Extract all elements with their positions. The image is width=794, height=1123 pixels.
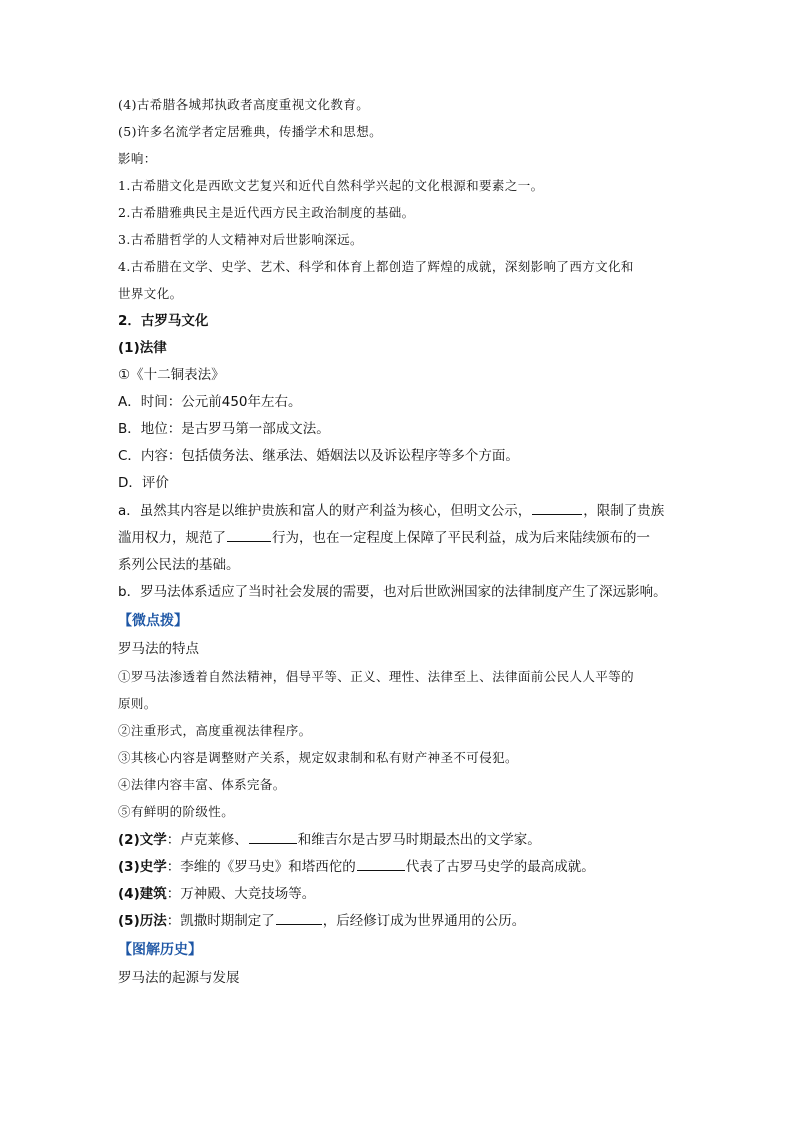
- fill-blank-5[interactable]: [276, 912, 322, 925]
- literature-text-1: ：卢克莱修、: [166, 832, 248, 848]
- fill-blank-4[interactable]: [357, 858, 405, 871]
- eval-a-text-1: a．虽然其内容是以维护贵族和富人的财产利益为核心，但明文公示，: [118, 503, 532, 519]
- architecture-line: [118, 885, 678, 903]
- diagram-title: 罗马法的起源与发展: [118, 970, 240, 986]
- twelve-tables-status: B．地位：是古罗马第一部成文法。: [118, 421, 330, 437]
- history-label: (3)史学: [118, 859, 167, 875]
- eval-a-text-2: ，限制了贵族: [583, 503, 665, 519]
- fill-blank-2[interactable]: [227, 529, 271, 542]
- literature-label: (2)文学: [118, 832, 167, 848]
- architecture-text: ：万神殿、大竞技场等。: [166, 886, 316, 902]
- evaluation-a-line-2: [118, 529, 678, 547]
- twelve-tables-time: A．时间：公元前450年左右。: [118, 394, 302, 410]
- greek-impact-4a: 4.古希腊在文学、史学、艺术、科学和体育上都创造了辉煌的成就，深刻影响了西方文化和: [118, 259, 634, 274]
- tip-point-1a: ①罗马法渗透着自然法精神，倡导平等、正义、理性、法律至上、法律面前公民人人平等的: [118, 669, 635, 684]
- calendar-text-2: ，后经修订成为世界通用的公历。: [322, 913, 526, 929]
- greek-impact-3: 3.古希腊哲学的人文精神对后世影响深远。: [118, 232, 363, 247]
- twelve-tables-content: C．内容：包括债务法、继承法、婚姻法以及诉讼程序等多个方面。: [118, 448, 519, 464]
- twelve-tables-heading: ①《十二铜表法》: [118, 367, 225, 383]
- eval-a-text-4: 行为，也在一定程度上保障了平民利益，成为后来陆续颁布的一: [272, 530, 650, 546]
- tip-point-1b: 原则。: [118, 696, 157, 711]
- tip-point-3: ③其核心内容是调整财产关系，规定奴隶制和私有财产神圣不可侵犯。: [118, 750, 518, 765]
- tip-header: 【微点拨】: [118, 613, 188, 629]
- rome-section-title: 2．古罗马文化: [118, 313, 209, 329]
- calendar-label: (5)历法: [118, 913, 167, 929]
- greek-impact-1: 1.古希腊文化是西欧文艺复兴和近代自然科学兴起的文化根源和要素之一。: [118, 178, 544, 193]
- tip-point-4: ④法律内容丰富、体系完备。: [118, 777, 286, 792]
- evaluation-a-line-3: 系列公民法的基础。: [118, 557, 240, 573]
- greek-reason-4: (4)古希腊各城邦执政者高度重视文化教育。: [118, 97, 370, 112]
- fill-blank-1[interactable]: [532, 502, 582, 515]
- literature-text-2: 和维吉尔是古罗马时期最杰出的文学家。: [297, 832, 541, 848]
- literature-line: [118, 831, 678, 849]
- diagram-header: 【图解历史】: [118, 942, 202, 958]
- tip-point-5: ⑤有鲜明的阶级性。: [118, 804, 235, 819]
- greek-reason-5: (5)许多名流学者定居雅典，传播学术和思想。: [118, 124, 383, 139]
- evaluation-a-line-1: [118, 502, 678, 520]
- greek-impact-label: 影响：: [118, 151, 157, 166]
- calendar-text-1: ：凯撒时期制定了: [166, 913, 275, 929]
- tip-title: 罗马法的特点: [118, 641, 199, 657]
- calendar-line: [118, 912, 678, 930]
- twelve-tables-evaluation-label: D．评价: [118, 475, 169, 491]
- history-line: [118, 858, 678, 876]
- fill-blank-3[interactable]: [249, 831, 297, 844]
- tip-point-2: ②注重形式，高度重视法律程序。: [118, 723, 312, 738]
- architecture-label: (4)建筑: [118, 886, 167, 902]
- history-text-1: ：李维的《罗马史》和塔西佗的: [166, 859, 356, 875]
- history-text-2: 代表了古罗马史学的最高成就。: [405, 859, 595, 875]
- greek-impact-2: 2.古希腊雅典民主是近代西方民主政治制度的基础。: [118, 205, 415, 220]
- rome-law-heading: (1)法律: [118, 340, 167, 356]
- greek-impact-4b: 世界文化。: [118, 286, 183, 301]
- evaluation-b: b．罗马法体系适应了当时社会发展的需要，也对后世欧洲国家的法律制度产生了深远影响。: [118, 584, 667, 600]
- eval-a-text-3: 滥用权力，规范了: [118, 530, 226, 546]
